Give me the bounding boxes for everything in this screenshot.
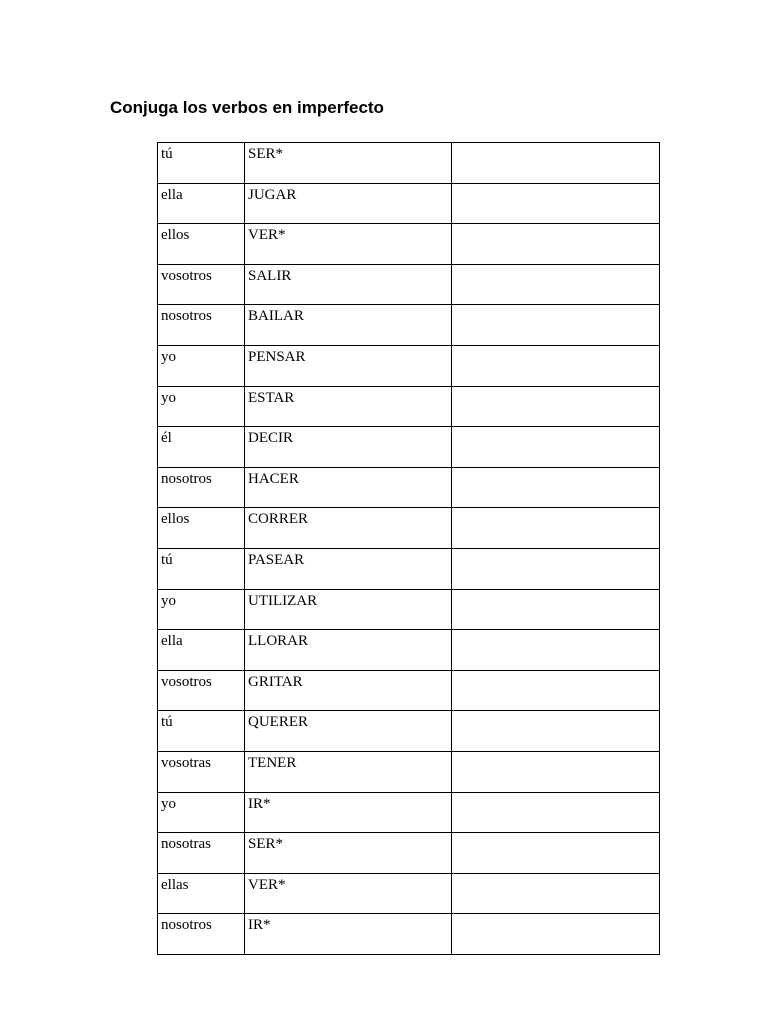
answer-cell[interactable] — [452, 589, 660, 630]
pronoun-cell: vosotros — [158, 264, 245, 305]
answer-cell[interactable] — [452, 143, 660, 184]
table-row — [158, 508, 660, 549]
verb-cell: QUERER — [245, 711, 452, 752]
answer-cell[interactable] — [452, 914, 660, 955]
pronoun-cell: vosotros — [158, 670, 245, 711]
conjugation-table — [157, 142, 660, 955]
verb-cell: DECIR — [245, 427, 452, 468]
table-row — [158, 670, 660, 711]
pronoun-cell: vosotras — [158, 751, 245, 792]
pronoun-cell: nosotras — [158, 833, 245, 874]
table-row — [158, 386, 660, 427]
table-row — [158, 589, 660, 630]
verb-cell: SER* — [245, 143, 452, 184]
pronoun-cell: ellas — [158, 873, 245, 914]
table-row — [158, 224, 660, 265]
pronoun-cell: tú — [158, 711, 245, 752]
pronoun-cell: yo — [158, 386, 245, 427]
table-row — [158, 427, 660, 468]
answer-cell[interactable] — [452, 711, 660, 752]
verb-cell: UTILIZAR — [245, 589, 452, 630]
verb-cell: PASEAR — [245, 548, 452, 589]
pronoun-cell: nosotros — [158, 305, 245, 346]
conjugation-table-body — [158, 143, 660, 955]
pronoun-cell: tú — [158, 548, 245, 589]
table-row — [158, 630, 660, 671]
table-row — [158, 264, 660, 305]
verb-cell: VER* — [245, 224, 452, 265]
pronoun-cell: ella — [158, 183, 245, 224]
pronoun-cell: él — [158, 427, 245, 468]
verb-cell: LLORAR — [245, 630, 452, 671]
verb-cell: ESTAR — [245, 386, 452, 427]
table-row — [158, 305, 660, 346]
answer-cell[interactable] — [452, 264, 660, 305]
answer-cell[interactable] — [452, 670, 660, 711]
table-row — [158, 792, 660, 833]
page-title: Conjuga los verbos en imperfecto — [110, 98, 384, 117]
answer-cell[interactable] — [452, 427, 660, 468]
answer-cell[interactable] — [452, 224, 660, 265]
table-row — [158, 914, 660, 955]
pronoun-cell: yo — [158, 792, 245, 833]
answer-cell[interactable] — [452, 386, 660, 427]
answer-cell[interactable] — [452, 833, 660, 874]
answer-cell[interactable] — [452, 873, 660, 914]
verb-cell: VER* — [245, 873, 452, 914]
pronoun-cell: yo — [158, 345, 245, 386]
verb-cell: JUGAR — [245, 183, 452, 224]
answer-cell[interactable] — [452, 751, 660, 792]
table-row — [158, 183, 660, 224]
pronoun-cell: ella — [158, 630, 245, 671]
answer-cell[interactable] — [452, 630, 660, 671]
pronoun-cell: tú — [158, 143, 245, 184]
verb-cell: PENSAR — [245, 345, 452, 386]
table-row — [158, 345, 660, 386]
answer-cell[interactable] — [452, 792, 660, 833]
verb-cell: IR* — [245, 792, 452, 833]
pronoun-cell: ellos — [158, 224, 245, 265]
verb-cell: SALIR — [245, 264, 452, 305]
answer-cell[interactable] — [452, 305, 660, 346]
pronoun-cell: nosotros — [158, 914, 245, 955]
answer-cell[interactable] — [452, 467, 660, 508]
verb-cell: HACER — [245, 467, 452, 508]
pronoun-cell: nosotros — [158, 467, 245, 508]
table-row — [158, 833, 660, 874]
verb-cell: CORRER — [245, 508, 452, 549]
table-row — [158, 143, 660, 184]
answer-cell[interactable] — [452, 345, 660, 386]
answer-cell[interactable] — [452, 183, 660, 224]
pronoun-cell: ellos — [158, 508, 245, 549]
table-row — [158, 711, 660, 752]
verb-cell: BAILAR — [245, 305, 452, 346]
answer-cell[interactable] — [452, 548, 660, 589]
table-row — [158, 873, 660, 914]
verb-cell: IR* — [245, 914, 452, 955]
verb-cell: TENER — [245, 751, 452, 792]
answer-cell[interactable] — [452, 508, 660, 549]
table-row — [158, 751, 660, 792]
verb-cell: SER* — [245, 833, 452, 874]
verb-cell: GRITAR — [245, 670, 452, 711]
table-row — [158, 548, 660, 589]
table-row — [158, 467, 660, 508]
pronoun-cell: yo — [158, 589, 245, 630]
